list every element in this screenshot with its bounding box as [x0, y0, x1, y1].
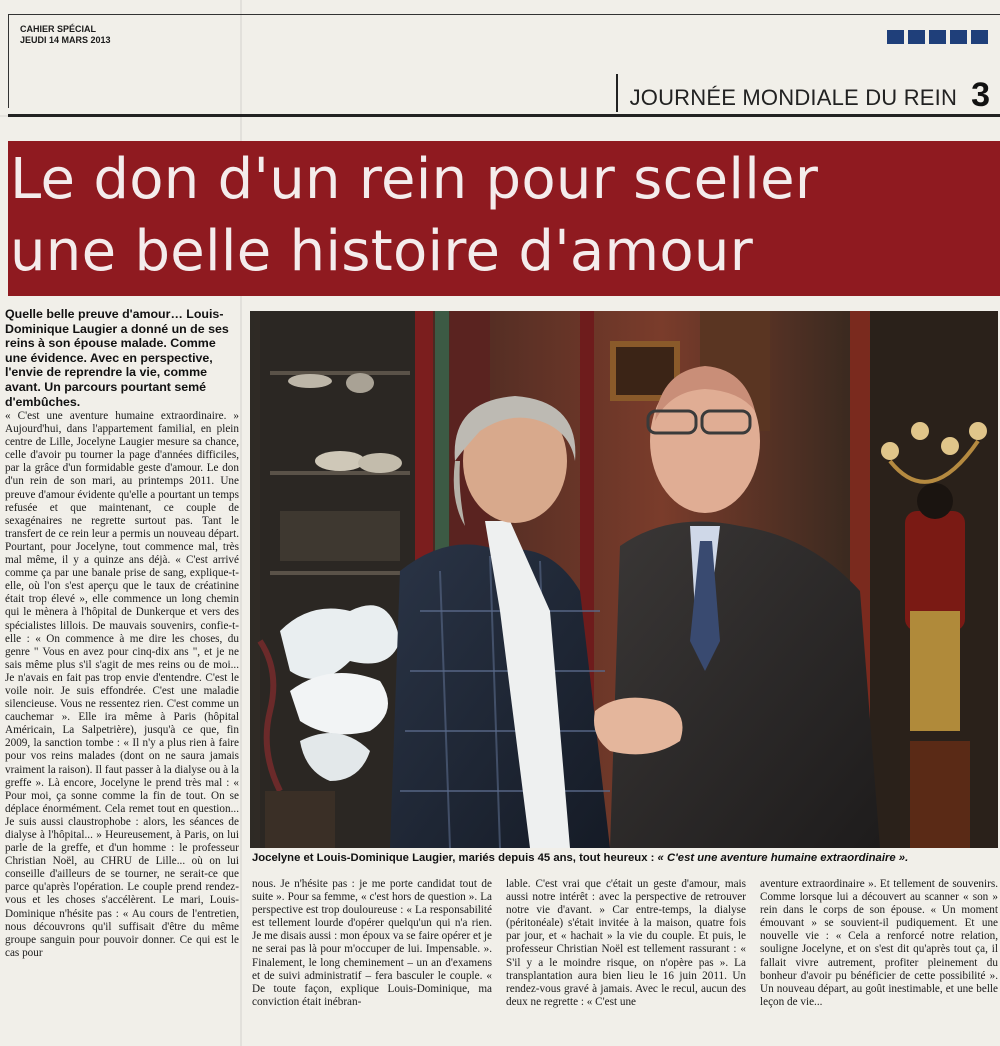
- article-column-3: [506, 878, 746, 1009]
- marker-square: [950, 30, 967, 44]
- cahier-title: CAHIER SPÉCIAL: [20, 24, 97, 34]
- article-text: lable. C'est vrai que c'était un geste d'amour, mais aussi notre intérêt : avec la perspective de retrouver notre vie d'avant. » Car entre-temps, la dialyse (péritonéale) s'était invitée à la maison, quatre fois par jour, et « hachait » la vie du couple. Et puis, le professeur Christian Noël est tellement rassurant : « S'il y a le moindre risque, on n'opère pas ». La transplantation aura bien lieu le 16 juin 2011. Un rendez-vous gravé à jamais. Avec le recul, aucun des deux ne regrette : « C'est une: [506, 878, 746, 1008]
- photo-caption: [252, 851, 998, 865]
- section-label: [20, 24, 111, 46]
- lead-paragraph: Quelle belle preuve d'amour… Louis-Dominique Laugier a donné un de ses reins à son épouse malade. Comme une évidence. Avec en perspective, l'envie de reprendre la vie, comme avant. Un parcours pourtant semé d'embûches.: [5, 307, 229, 409]
- header-left-rule: [8, 14, 9, 108]
- article-text: « C'est une aventure humaine extraordinaire. » Aujourd'hui, dans l'appartement familial, en plein centre de Lille, Jocelyne Laugier mesure sa chance, celle d'avoir pu tourner la page d'années difficiles, par la grâce d'un formidable geste d'amour. Le don d'un rein de son mari, au printemps 2011. Une preuve d'amour évidente qu'elle a pourtant un temps refusée et que maintenant, ce couple de sexagénaires ne regrette surtout pas. Tant le transfert de ce rein leur a permis un nouveau départ. Pourtant, pour Jocelyne, tout commence mal, très mal même, il y a quinze ans déjà. « C'est arrivé comme ça par une banale prise de sang, explique-t-elle, où l'on s'est aperçu que le taux de créatinine était trop élevé », elle commence un long chemin qui le mènera à l'hôpital de Dunkerque et vers des spécialistes lillois. De mauvais souvenirs, confie-t-elle : « On commence à me dire les choses, du genre " Vous en avez pour cinq-dix ans ", et je ne sais même plus s'il s'agit de mes reins ou de moi... Je n'avais en fait pas trop envie d'entendre. C'est le voile noir. Je suis effondrée. C'est une maladie silencieuse. Vous ne ressentez rien. C'est comme un cauchemar ». Elle ira même à Paris (hôpital Américain, La Salpetrière), jusqu'à ce que, fin 2009, la sanction tombe : « Il n'y a plus rien à faire pour vos reins malades (dont on ne saura jamais vraiment la raison). Il faut passer à la dialyse ou à la greffe ». Là encore, Jocelyne le prend très mal : « Pour moi, ça sonne comme la fin de tout. On se déplace énormément. Cela remet tout en question... Je suis aussi claustrophobe : alors, les séances de dialyse à l'hôpital... » Heureusement, à Paris, on lui parle de la greffe, et d'un homme : le professeur Christian Noël, au CHRU de Lille... où on lui conseille d'ailleurs de se tourner, ne serait-ce que parce qu'après l'opération. Le couple prend rendez-vous et les choses s'accélèrent. Le mari, Louis-Dominique n'hésite pas : « Au cours de l'entretien, nous découvrons qu'il suffisait d'être du même groupe sanguin pour pouvoir donner. Ce qui est le cas pour: [5, 410, 239, 959]
- page-number: 3: [971, 76, 990, 114]
- caption-names: Jocelyne et Louis-Dominique Laugier, mariés depuis 45 ans, tout heureux :: [252, 852, 658, 864]
- headline: [10, 144, 990, 288]
- issue-date: JEUDI 14 MARS 2013: [20, 35, 111, 45]
- headline-line-1: Le don d'un rein pour sceller: [10, 147, 819, 212]
- header-bottom-rule: [8, 114, 1000, 117]
- couple-photo: [250, 311, 998, 848]
- headline-line-2: une belle histoire d'amour: [10, 219, 754, 284]
- header-top-rule: [8, 14, 1000, 15]
- photo-illustration: [250, 311, 998, 848]
- article-column-1: [5, 410, 239, 960]
- section-marker-squares: [887, 30, 988, 44]
- rubric-title: JOURNÉE MONDIALE DU REIN: [629, 85, 958, 110]
- article-column-2: [252, 878, 492, 1009]
- marker-square: [887, 30, 904, 44]
- marker-square: [929, 30, 946, 44]
- marker-square: [971, 30, 988, 44]
- page-rubric: [616, 74, 990, 112]
- article-column-4: [760, 878, 998, 1009]
- article-text: nous. Je n'hésite pas : je me porte candidat tout de suite ». Pour sa femme, « c'est hors de question ». La perspective est trop douloureuse : « La responsabilité est tellement lourde d'opérer quelqu'un qui n'a rien. Je me disais aussi : mon époux va se faire opérer et je ne serai pas là pour m'occuper de lui. Impensable. ». Finalement, le long cheminement – un an d'examens et de suivi administratif – fera basculer le couple. « De toute façon, explique Louis-Dominique, ma conviction était inébran-: [252, 878, 492, 1008]
- marker-square: [908, 30, 925, 44]
- article-text: aventure extraordinaire ». Et tellement de souvenirs. Comme lorsque lui a découvert au scanner « son » rein dans le corps de son épouse. « Un moment émouvant » se souvient-il pudiquement. Et une nouvelle vie : « Cela a renforcé notre relation, souligne Jocelyne, et on s'est dit qu'après tout ça, il fallait vivre autrement, profiter pleinement du bonheur d'avoir pu bénéficier de cette possibilité ». Un nouveau départ, au goût inestimable, et une belle leçon de vie...: [760, 878, 998, 1008]
- caption-quote: « C'est une aventure humaine extraordinaire ».: [657, 852, 909, 864]
